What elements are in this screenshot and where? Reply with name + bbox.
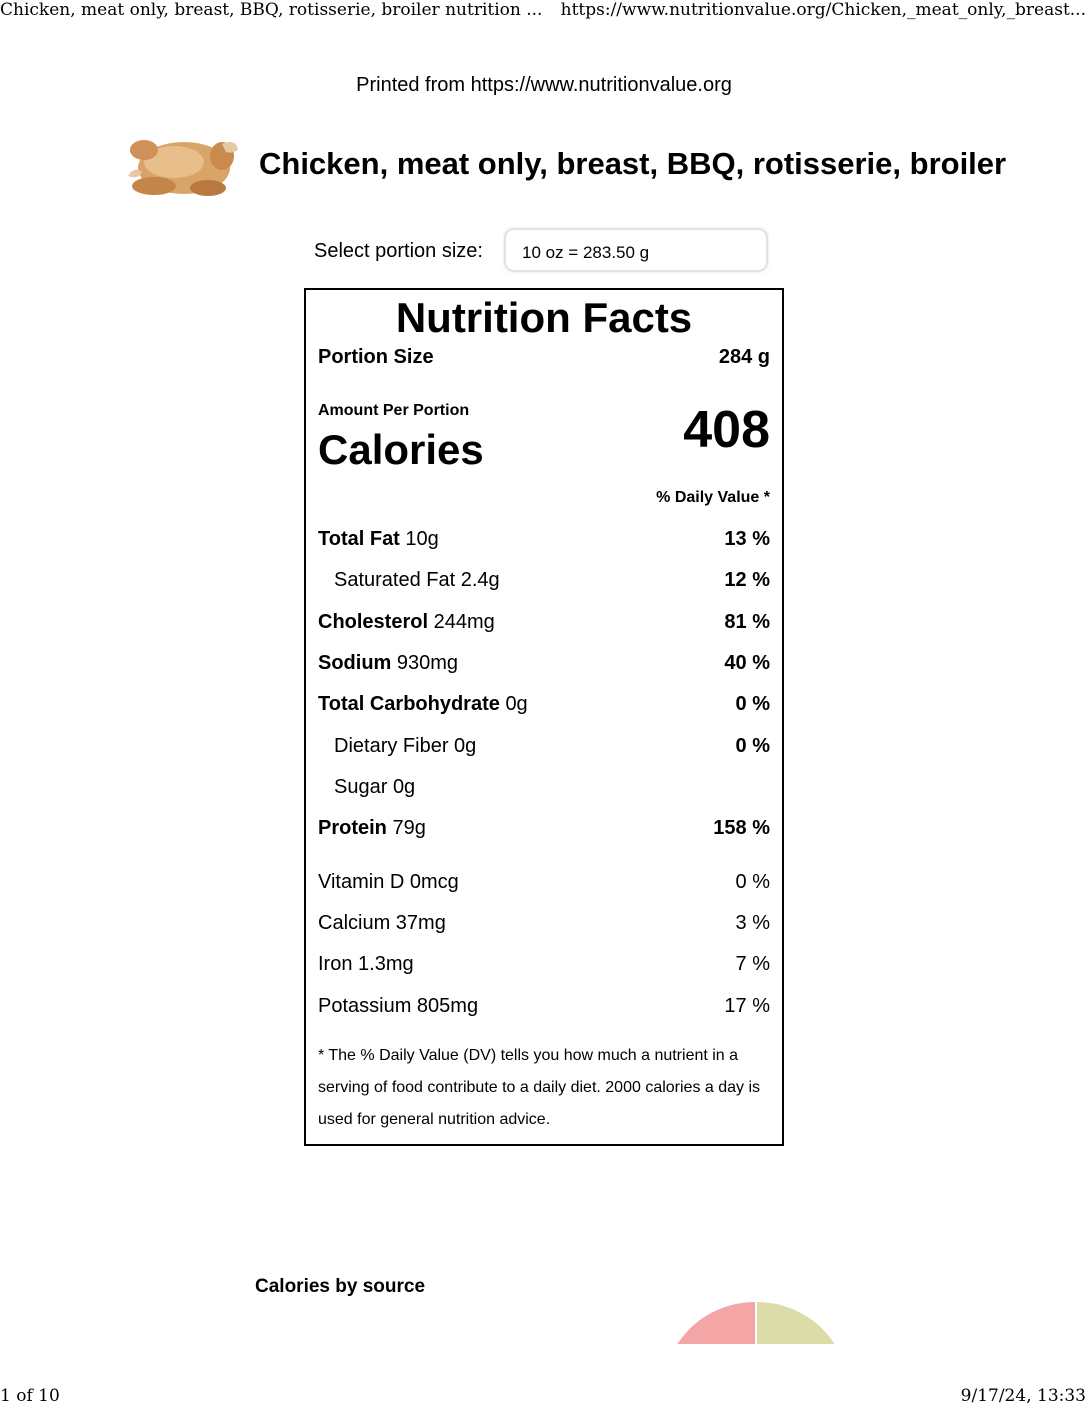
nutrient-name: Protein — [318, 817, 387, 839]
print-footer — [0, 1384, 1088, 1408]
portion-size-dropdown[interactable]: 10 oz = 283.50 g — [504, 228, 768, 272]
nutrient-row-sugar — [318, 776, 770, 806]
nutrient-row-protein — [318, 817, 770, 847]
nutrient-amount: 10g — [405, 528, 439, 550]
print-datetime: 9/17/24, 13:33 — [960, 1386, 1086, 1406]
daily-value-footnote: * The % Daily Value (DV) tells you how much a nutrient in a serving of food contribute to a daily diet. 2000 calories a day is used for general nutrition advice. — [318, 1047, 761, 1128]
nutrient-amount: 79g — [392, 817, 426, 839]
vitamin-daily-value: 7 % — [735, 953, 770, 975]
pie-slice-protein — [757, 1302, 848, 1344]
food-header — [124, 122, 1007, 206]
vitamin-text: Calcium 37mg — [318, 912, 446, 934]
nutrient-amount: 0g — [392, 776, 416, 798]
nutrient-name: Total Fat — [318, 528, 400, 550]
nutrient-daily-value: 13 % — [724, 528, 770, 550]
nutrient-daily-value: 0 % — [735, 735, 770, 757]
nutrient-row-total-carbohydrate — [318, 693, 770, 723]
pie-slice-fat — [662, 1302, 755, 1344]
page-number: 1 of 10 — [0, 1386, 60, 1406]
nutrient-amount: 930mg — [396, 652, 459, 674]
nutrient-daily-value: 0 % — [735, 693, 770, 715]
vitamin-row-calcium — [318, 912, 770, 942]
nutrient-daily-value: 158 % — [713, 817, 770, 839]
calories-by-source-pie — [662, 1298, 848, 1344]
nutrient-amount: 0g — [505, 693, 528, 715]
nutrient-name: Sodium — [318, 652, 392, 674]
nutrition-facts-title: Nutrition Facts — [395, 294, 693, 341]
print-header — [0, 0, 1088, 24]
calories-value: 408 — [683, 401, 770, 459]
vitamin-row-vitamin-d — [318, 871, 770, 901]
nutrient-row-sodium — [318, 652, 770, 682]
nutrient-amount: 244mg — [433, 611, 495, 633]
nutrient-name: Saturated Fat — [334, 569, 456, 591]
nutrient-amount: 2.4g — [460, 569, 500, 591]
vitamin-text: Vitamin D 0mcg — [318, 871, 459, 893]
nutrient-name: Total Carbohydrate — [318, 693, 500, 715]
vitamin-row-potassium — [318, 995, 770, 1025]
amount-per-portion-label: Amount Per Portion — [318, 402, 470, 419]
vitamin-text: Iron 1.3mg — [318, 953, 414, 975]
nutrient-name: Sugar — [334, 776, 388, 798]
food-title: Chicken, meat only, breast, BBQ, rotisserie, broiler — [259, 146, 1007, 181]
vitamin-daily-value: 3 % — [735, 912, 770, 934]
nutrient-daily-value: 12 % — [724, 569, 770, 591]
nutrition-facts-label — [304, 288, 784, 1146]
printed-from-note: Printed from https://www.nutritionvalue.org — [356, 74, 732, 96]
portion-size-row-label: Portion Size — [318, 346, 434, 368]
portion-size-row-value: 284 g — [718, 346, 770, 368]
vitamin-text: Potassium 805mg — [318, 995, 479, 1017]
calories-by-source-title: Calories by source — [255, 1276, 426, 1297]
nutrient-row-dietary-fiber — [318, 735, 770, 765]
vitamin-daily-value: 17 % — [724, 995, 770, 1017]
roast-chicken-image — [124, 126, 240, 202]
portion-size-row — [318, 346, 770, 376]
vitamin-row-iron — [318, 953, 770, 983]
nutrient-name: Cholesterol — [318, 611, 429, 633]
nutrient-daily-value: 40 % — [724, 652, 770, 674]
portion-size-label: Select portion size: — [314, 240, 483, 262]
nutrient-daily-value: 81 % — [724, 611, 770, 633]
vitamin-daily-value: 0 % — [735, 871, 770, 893]
print-page-url: https://www.nutritionvalue.org/Chicken,_meat_only,_breast... — [560, 0, 1086, 20]
nutrient-row-total-fat — [318, 528, 770, 558]
daily-value-header: % Daily Value * — [656, 489, 770, 506]
print-page-title: Chicken, meat only, breast, BBQ, rotisserie, broiler nutrition ... — [0, 0, 543, 20]
portion-size-selector — [314, 228, 774, 278]
nutrient-name: Dietary Fiber — [334, 735, 449, 757]
calories-label: Calories — [318, 426, 484, 473]
nutrient-row-cholesterol — [318, 611, 770, 641]
nutrient-row-saturated-fat — [318, 569, 770, 599]
nutrient-amount: 0g — [454, 735, 477, 757]
